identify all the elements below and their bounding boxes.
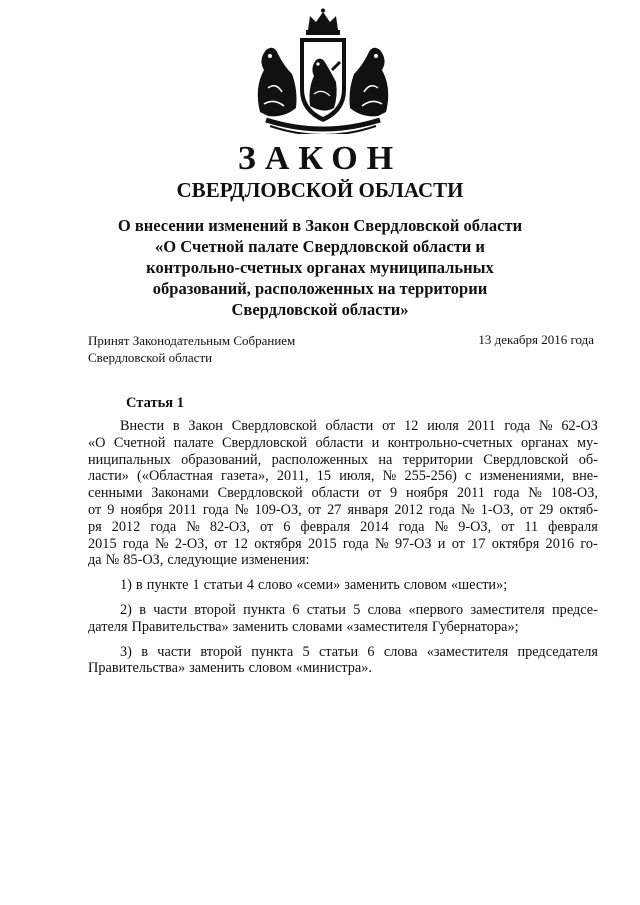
text-line: ниципальных образований, расположенных на территории Свердловской об-: [88, 451, 598, 468]
adoption-note: [88, 332, 295, 366]
text-line: сенными Законами Свердловской области от 9 ноября 2011 года № 108-ОЗ,: [88, 485, 598, 502]
text-line: Правительства» заменить словом «министра».: [88, 660, 372, 677]
adoption-date: 13 декабря 2016 года: [478, 332, 594, 347]
article-title: Статья 1: [126, 395, 184, 411]
text-line: ласти» («Областная газета», 2011, 15 июля, № 255-256) с изменениями, вне-: [88, 468, 598, 485]
intro-paragraph: [88, 418, 598, 569]
subject-line: контрольно-счетных органах муниципальных: [146, 258, 494, 277]
item-1-paragraph: [88, 577, 598, 594]
text-line: дателя Правительства» заменить словами «заместителя Губернатора»;: [88, 618, 519, 635]
region-title: СВЕРДЛОВСКОЙ ОБЛАСТИ: [176, 178, 464, 202]
text-line: 1) в пункте 1 статьи 4 слово «семи» заменить словом «шести»;: [120, 577, 508, 594]
law-subject-title: [100, 215, 540, 320]
document-type-title: ЗАКОН: [237, 140, 403, 177]
text-line: «О Счетной палате Свердловской области и контрольно-счетных органах му-: [88, 434, 598, 451]
text-line: 2) в части второй пункта 6 статьи 5 слова «первого заместителя предсе-: [120, 601, 598, 618]
text-line: Внести в Закон Свердловской области от 12 июля 2011 года № 62-ОЗ: [120, 418, 598, 434]
text-line: от 9 ноября 2011 года № 109-ОЗ, от 27 января 2012 года № 1-ОЗ, от 29 октяб-: [88, 501, 598, 518]
subject-line: образований, расположенных на территории: [152, 279, 488, 298]
item-2-paragraph: [88, 602, 598, 636]
adoption-line: Свердловской области: [88, 350, 213, 365]
text-line: ря 2012 года № 82-ОЗ, от 6 февраля 2014 года № 9-ОЗ, от 11 февраля: [88, 518, 598, 535]
subject-line: Свердловской области»: [231, 300, 409, 319]
article-body: [88, 418, 598, 677]
text-line: 2015 года № 2-ОЗ, от 12 октября 2015 года № 97-ОЗ и от 17 октября 2016 го-: [88, 535, 598, 552]
coat-of-arms-emblem: [248, 8, 398, 134]
subject-line: «О Счетной палате Свердловской области и: [155, 237, 485, 256]
adoption-line: Принят Законодательным Собранием: [88, 333, 296, 348]
text-line: да № 85-ОЗ, следующие изменения:: [88, 552, 310, 569]
subject-line: О внесении изменений в Закон Свердловской области: [117, 216, 523, 235]
text-line: 3) в части второй пункта 5 статьи 6 слова «заместителя председателя: [120, 643, 598, 660]
item-3-paragraph: [88, 644, 598, 678]
